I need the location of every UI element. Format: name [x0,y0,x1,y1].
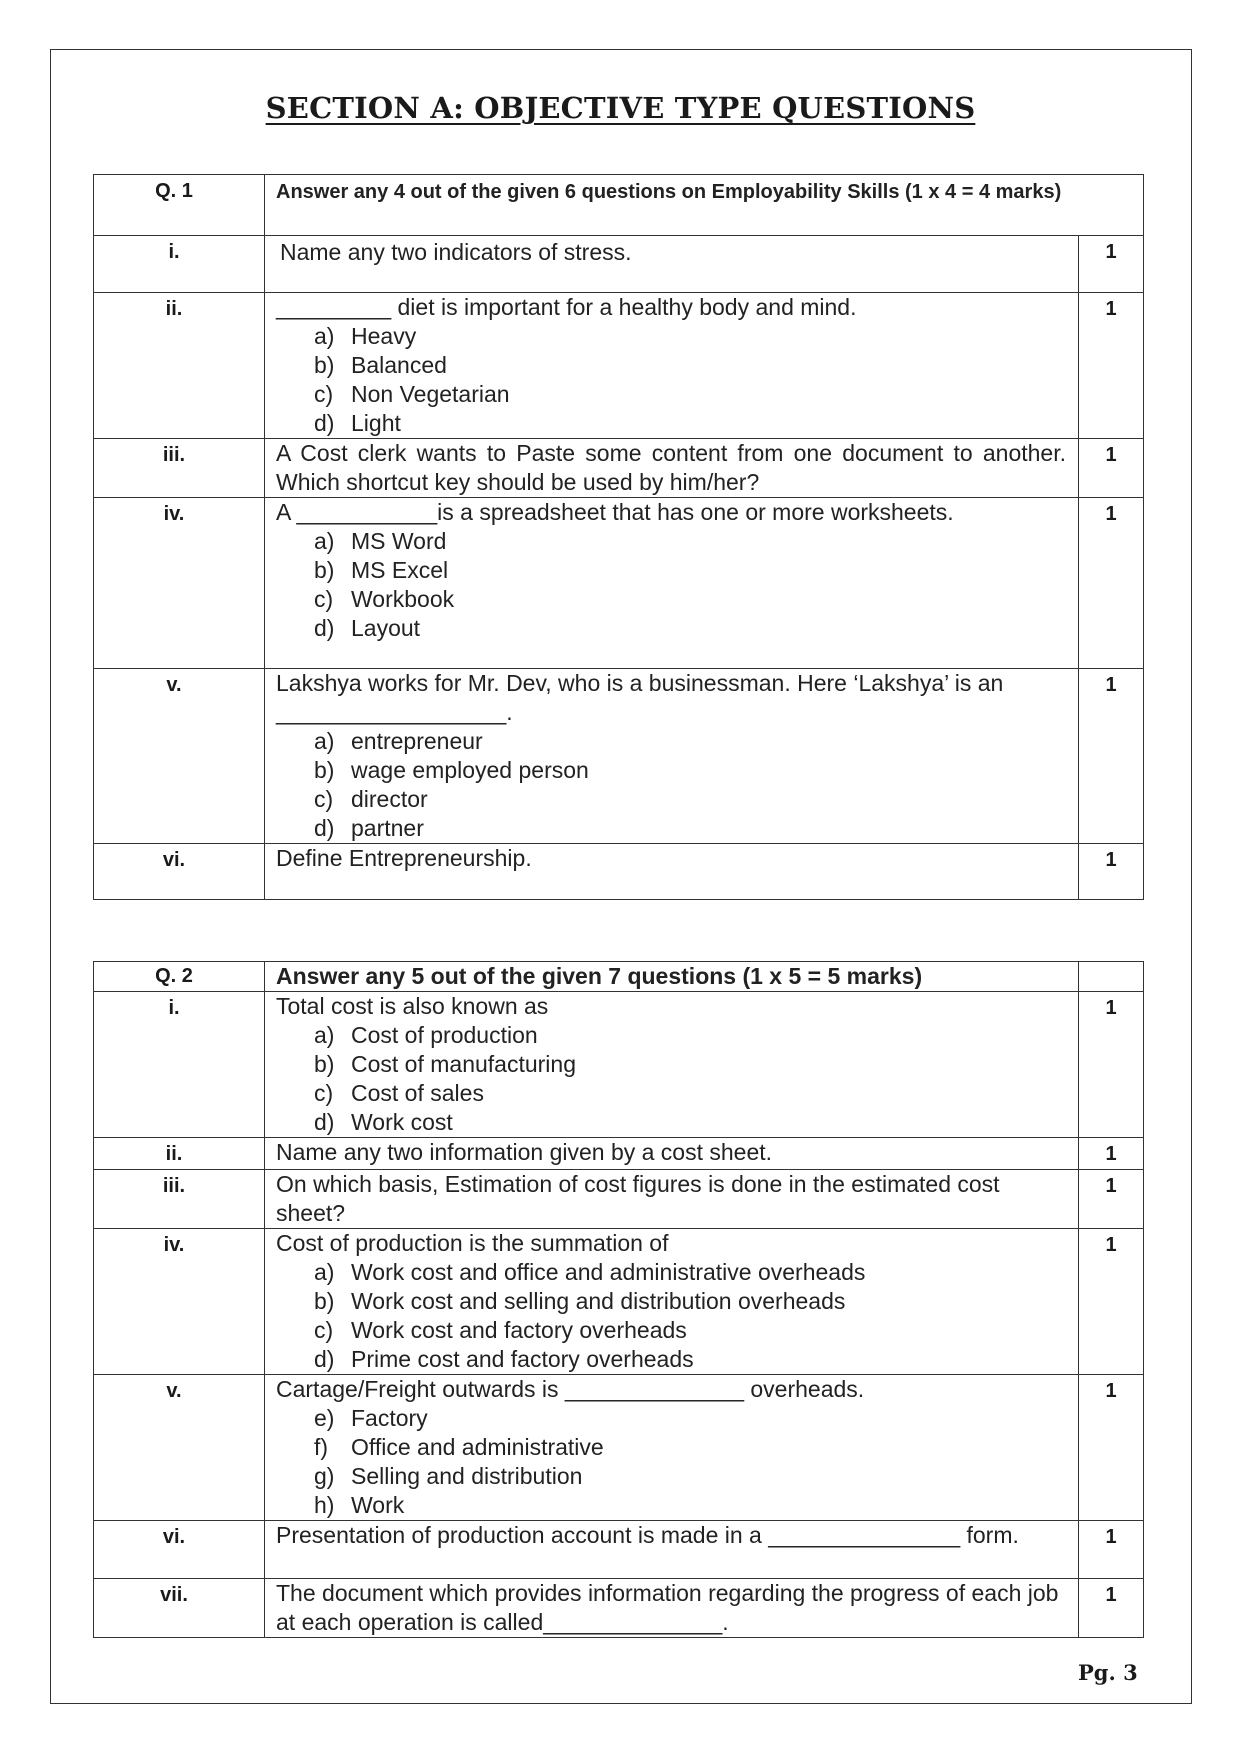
option: d) Work cost [314,1109,453,1135]
q2-item-1 [94,992,1144,1138]
q2-number: Q. 2 [155,965,193,987]
option: a) Heavy [314,323,417,349]
question-text: Name any two information given by a cost sheet. [276,1139,773,1165]
item-number: v. [166,1380,182,1402]
option: h) Work [314,1492,405,1518]
options-list [276,1404,1066,1520]
option: d) partner [314,815,424,841]
option: b) Work cost and selling and distribution overheads [314,1288,846,1314]
question-text: Lakshya works for Mr. Dev, who is a businessman. Here ‘Lakshya’ is an __________________. [276,670,1004,725]
question-text: Name any two indicators of stress. [280,239,632,265]
option: a) MS Word [314,528,447,554]
question-text: Cost of production is the summation of [276,1230,669,1256]
marks: 1 [1105,849,1117,871]
options-list [276,527,1066,643]
option: f) Office and administrative [314,1434,604,1460]
q2-item-5 [94,1375,1144,1521]
item-number: ii. [165,1143,183,1165]
marks: 1 [1105,997,1117,1019]
q2-instructions: Answer any 5 out of the given 7 questions (1 x 5 = 5 marks) [276,963,923,989]
option: a) Cost of production [314,1022,538,1048]
page-number: Pg. 3 [1078,1660,1138,1685]
item-number: iv. [163,1234,185,1256]
item-number: iii. [162,444,186,466]
option: b) Balanced [314,352,447,378]
question-text: Presentation of production account is made in a _______________ form. [276,1522,1019,1548]
question-text: _________ diet is important for a healthy body and mind. [276,294,857,320]
marks: 1 [1105,1234,1117,1256]
option: e) Factory [314,1405,428,1431]
question-text: On which basis, Estimation of cost figures is done in the estimated cost sheet? [276,1171,1000,1226]
q1-number: Q. 1 [155,180,193,202]
marks: 1 [1105,444,1117,466]
question-text: Define Entrepreneurship. [276,845,532,871]
q1-item-5 [94,669,1144,844]
question-text: The document which provides information regarding the progress of each job at each operation is called______________. [276,1580,1059,1635]
option: b) MS Excel [314,557,449,583]
marks: 1 [1105,1380,1117,1402]
marks: 1 [1105,503,1117,525]
options-list [276,322,1066,438]
options-list [276,1021,1066,1137]
options-list [276,727,1066,843]
q1-item-3 [94,439,1144,498]
option: g) Selling and distribution [314,1463,583,1489]
option: d) Light [314,410,401,436]
marks: 1 [1105,1526,1117,1548]
item-number: i. [168,997,180,1019]
q2-item-3 [94,1170,1144,1229]
option: a) entrepreneur [314,728,483,754]
item-number: vi. [162,849,186,871]
item-number: v. [166,674,182,696]
option: c) director [314,786,428,812]
question-text: Total cost is also known as [276,993,549,1019]
item-number: ii. [165,298,183,320]
q2-item-7 [94,1579,1144,1638]
q2-table [93,961,1144,1638]
q2-item-4 [94,1229,1144,1375]
q2-item-2 [94,1138,1144,1170]
q1-header-row [94,175,1144,236]
question-text: A Cost clerk wants to Paste some content from one document to another. Which shortcut key should be used by him/her? [276,440,1066,495]
marks: 1 [1105,1143,1117,1165]
question-text: Cartage/Freight outwards is ______________ overheads. [276,1376,865,1402]
item-number: iii. [162,1175,186,1197]
item-number: i. [168,241,180,263]
q1-item-4 [94,498,1144,669]
item-number: iv. [163,503,185,525]
option: c) Work cost and factory overheads [314,1317,687,1343]
marks: 1 [1105,1584,1117,1606]
option: c) Workbook [314,586,455,612]
marks: 1 [1105,298,1117,320]
option: b) Cost of manufacturing [314,1051,577,1077]
option: c) Non Vegetarian [314,381,510,407]
q1-table [93,174,1144,900]
marks: 1 [1105,241,1117,263]
q1-item-1 [94,236,1144,293]
q1-item-6 [94,844,1144,900]
q1-instructions: Answer any 4 out of the given 6 questions on Employability Skills (1 x 4 = 4 marks) [276,181,1062,203]
q2-item-6 [94,1521,1144,1579]
option: b) wage employed person [314,757,589,783]
section-title: SECTION A: OBJECTIVE TYPE QUESTIONS [265,91,976,125]
marks: 1 [1105,1175,1117,1197]
option: c) Cost of sales [314,1080,484,1106]
options-list [276,1258,1066,1374]
option: d) Prime cost and factory overheads [314,1346,694,1372]
marks: 1 [1105,674,1117,696]
q1-item-2 [94,293,1144,439]
option: d) Layout [314,615,421,641]
option: a) Work cost and office and administrative overheads [314,1259,866,1285]
q2-header-row [94,962,1144,992]
item-number: vii. [160,1584,188,1606]
item-number: vi. [162,1526,186,1548]
question-text: A ___________is a spreadsheet that has one or more worksheets. [276,499,954,525]
